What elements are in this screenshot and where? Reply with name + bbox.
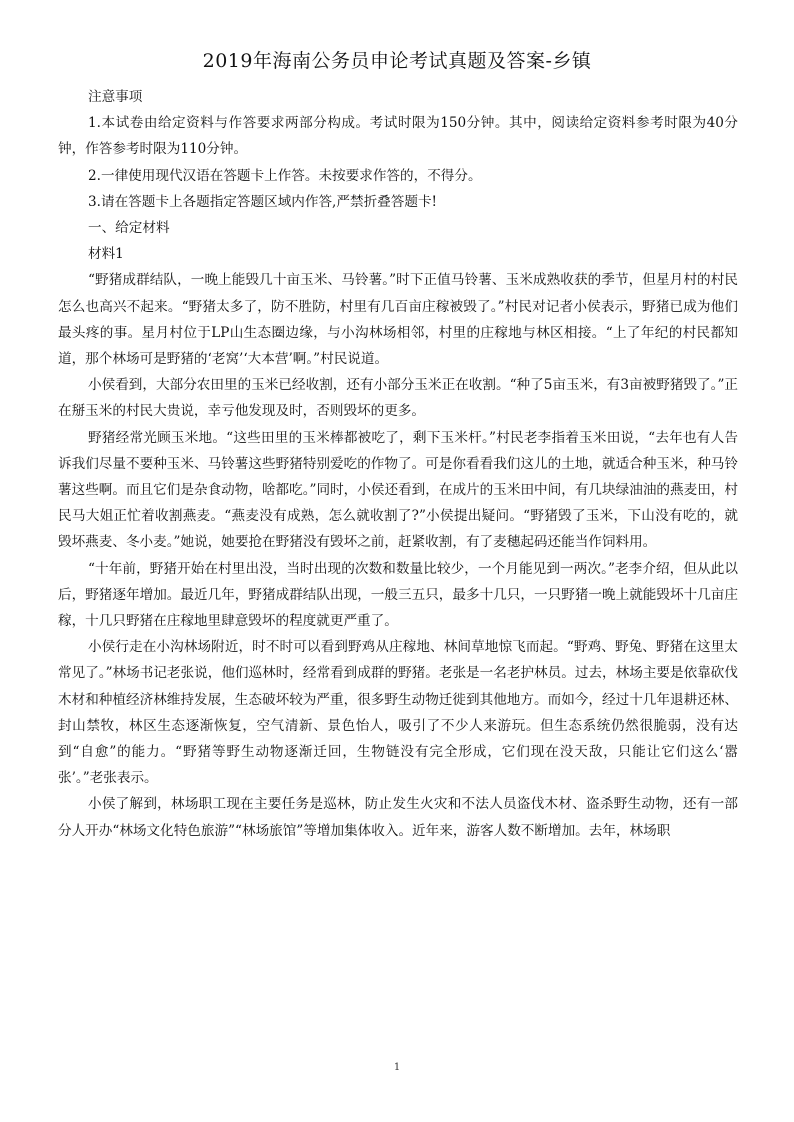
page-title: 2019年海南公务员申论考试真题及答案-乡镇	[202, 50, 592, 72]
section-heading: 一、给定材料	[88, 220, 170, 237]
notice-item-2: 2.一律使用现代汉语在答题卡上作答。未按要求作答的，不得分。	[88, 167, 482, 184]
material-label: 材料1	[88, 246, 124, 263]
paragraph: “野猪成群结队，一晚上能毁几十亩玉米、马铃薯。”时下正值马铃薯、玉米成熟收获的季节，但星月村的村民怎么也高兴不起来。“野猪太多了，防不胜防，村里有几百亩庄稼被毁了。”村民对记者小侯表示，野猪已成为他们最头疼的事。星月村位于LP山生态圈边缘，与小沟林场相邻，村里的庄稼地与林区相接。“上了年纪的村民都知道，那个林场可是野猪的‘老窝’‘大本营’啊。”村民说道。	[58, 272, 738, 368]
paragraph: 小侯行走在小沟林场附近，时不时可以看到野鸡从庄稼地、林间草地惊飞而起。“野鸡、野兔、野猪在这里太常见了。”林场书记老张说，他们巡林时，经常看到成群的野猪。老张是一名老护林员。过去，林场主要是依靠砍伐木材和种植经济林维持发展，生态破坏较为严重，很多野生动物迁徙到其他地方。而如今，经过十几年退耕还林、封山禁牧，林区生态逐渐恢复，空气清新、景色怡人，吸引了不少人来游玩。但生态系统仍然很脆弱，没有达到“自愈”的能力。“野猪等野生动物逐渐迁回，生物链没有完全形成，它们现在没天敌，只能让它们这么‘嚣张’。”老张表示。	[58, 639, 738, 787]
notice-item-1: 1.本试卷由给定资料与作答要求两部分构成。考试时限为150分钟。其中，阅读给定资料参考时限为40分钟，作答参考时限为110分钟。	[58, 115, 738, 158]
page-number: 1	[393, 1062, 401, 1073]
notice-heading: 注意事项	[88, 89, 143, 105]
paragraph: “十年前，野猪开始在村里出没，当时出现的次数和数量比较少，一个月能见到一两次。”老李介绍，但从此以后，野猪逐年增加。最近几年，野猪成群结队出现，一般三五只，最多十几只，一只野猪一晚上就能毁坏十几亩庄稼，十几只野猪在庄稼地里肆意毁坏的程度就更严重了。	[58, 560, 738, 630]
paragraph: 小侯看到，大部分农田里的玉米已经收割，还有小部分玉米正在收割。“种了5亩玉米，有3亩被野猪毁了。”正在掰玉米的村民大贵说，幸亏他发现及时，否则毁坏的更多。	[58, 377, 738, 420]
notice-item-3: 3.请在答题卡上各题指定答题区域内作答,严禁折叠答题卡!	[88, 193, 438, 210]
paragraph: 野猪经常光顾玉米地。“这些田里的玉米棒都被吃了，剩下玉米杆。”村民老李指着玉米田说，“去年也有人告诉我们尽量不要种玉米、马铃薯这些野猪特别爱吃的作物了。可是你看看我们这儿的土地，就适合种玉米，种马铃薯这些啊。而且它们是杂食动物，啥都吃。”同时，小侯还看到，在成片的玉米田中间，有几块绿油油的燕麦田，村民马大姐正忙着收割燕麦。“燕麦没有成熟，怎么就收割了?”小侯提出疑问。“野猪毁了玉米，下山没有吃的，就毁坏燕麦、冬小麦。”她说，她要抢在野猪没有毁坏之前，赶紧收割，有了麦穗起码还能当作饲料用。	[58, 429, 738, 551]
paragraph: 小侯了解到，林场职工现在主要任务是巡林，防止发生火灾和不法人员盗伐木材、盗杀野生动物，还有一部分人开办“林场文化特色旅游”“林场旅馆”等增加集体收入。近年来，游客人数不断增加。去年，林场职	[58, 796, 738, 839]
document-body	[58, 84, 738, 844]
